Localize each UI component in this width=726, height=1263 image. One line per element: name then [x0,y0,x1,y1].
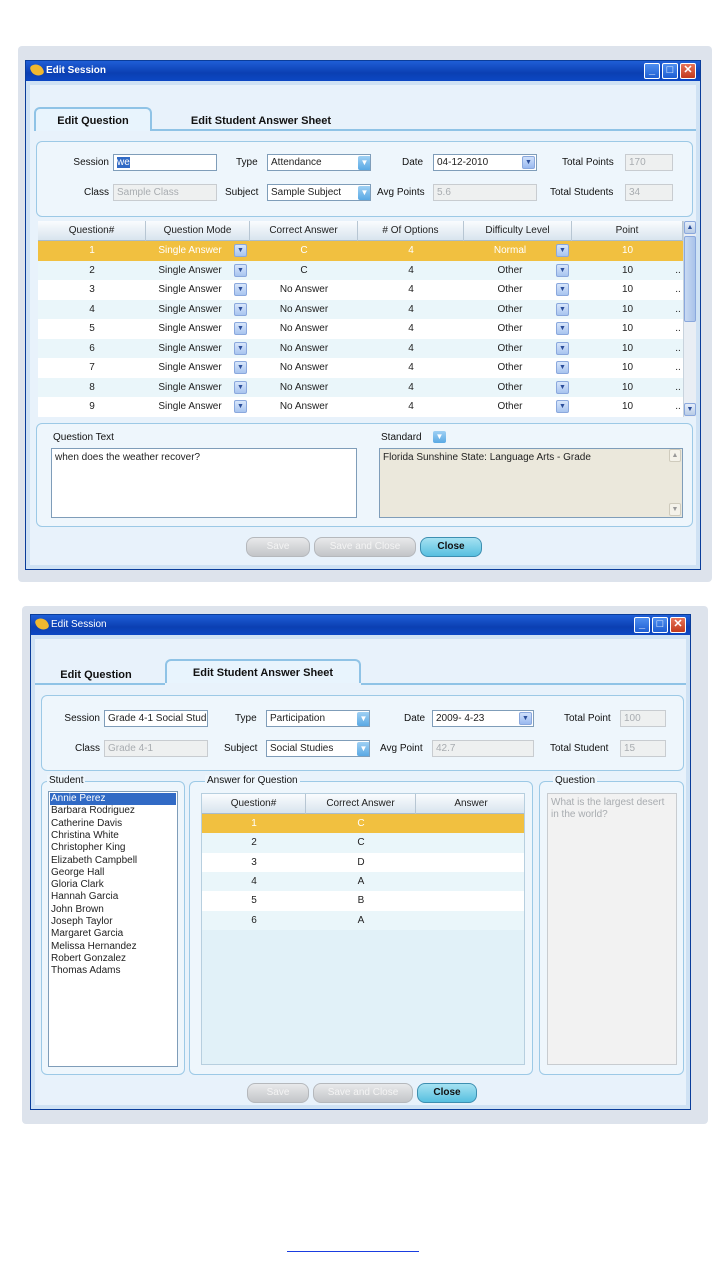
table-row[interactable] [202,814,525,834]
type-label: Type [236,157,258,168]
table-cell-level[interactable]: Other [497,362,523,373]
table-cell-mode[interactable]: Single Answer [158,401,222,412]
question-text-label: Question Text [53,432,114,443]
answer-for-question-label: Answer for Question [207,775,298,786]
table-row[interactable] [38,241,683,261]
question-text-area[interactable]: when does the weather recover? [51,448,357,518]
list-item[interactable]: Joseph Taylor [51,916,113,927]
maximize-icon[interactable]: □ [652,617,668,633]
list-item[interactable]: Robert Gonzalez [51,952,127,964]
table-cell-q: 5 [89,323,95,334]
table-cell-q: 4 [251,875,257,887]
chevron-down-icon[interactable]: ▼ [556,381,569,394]
table-cell-mode[interactable]: Single Answer [158,245,222,256]
list-item[interactable]: Margaret Garcia [51,928,124,940]
table-cell-point: 10 [621,303,634,315]
list-item[interactable]: Christopher King [51,842,126,854]
scroll-down-icon[interactable]: ▼ [669,503,681,516]
table-cell-mode[interactable]: Single Answer [158,323,222,334]
chevron-down-icon[interactable]: ▼ [556,283,569,296]
table-row[interactable] [38,319,683,339]
save-and-close-button[interactable]: Save and Close [313,1083,413,1103]
title-bar [31,615,690,635]
table-row[interactable] [202,872,525,892]
class-field: Grade 4-1 [104,740,208,757]
column-header[interactable]: Question# [202,794,306,814]
total-students-field: 34 [625,184,673,201]
table-cell-level[interactable]: Other [497,284,523,295]
student-label: Student [49,775,84,786]
table-cell-mode[interactable]: Single Answer [158,264,222,276]
table-cell-q: 6 [251,914,257,926]
date-picker[interactable]: 04-12-2010 ▼ [433,154,537,171]
date-label: Date [404,713,426,724]
close-icon[interactable]: ✕ [680,63,696,79]
tab-edit-student-answer-sheet[interactable]: Edit Student Answer Sheet [165,659,361,683]
session-form-panel [36,141,693,217]
dropdown-arrow-icon: ▼ [357,742,370,756]
list-item[interactable]: John Brown [51,903,104,915]
close-button[interactable]: Close [420,537,482,557]
table-cell-mode[interactable]: Single Answer [158,342,222,354]
chevron-down-icon[interactable]: ▼ [556,303,569,316]
table-cell-q: 8 [89,381,95,393]
list-item[interactable]: Barbara Rodriguez [51,805,135,817]
table-cell-q: 9 [89,401,95,412]
table-cell-level[interactable]: Other [497,323,523,334]
table-row[interactable] [38,280,683,300]
edit-session-window-answer-sheet [30,614,691,1110]
table-cell-q: 3 [251,856,257,868]
table-cell-correct: A [357,914,365,926]
tab-edit-question[interactable]: Edit Question [60,669,132,681]
table-cell-correct: D [357,856,365,868]
avg-points-label: Avg Points [377,187,425,198]
chevron-down-icon[interactable]: ▼ [234,361,247,374]
table-cell-options: 4 [408,245,414,256]
table-row[interactable] [202,911,525,931]
column-header[interactable]: Correct Answer [306,794,416,814]
table-cell-correct: No Answer [279,401,329,412]
list-item[interactable]: Annie Perez [50,793,176,805]
table-cell-level[interactable]: Other [497,401,523,412]
table-cell-q: 2 [251,837,257,849]
type-select[interactable]: Participation ▼ [266,710,370,727]
grid-header [202,794,525,814]
table-cell-correct: No Answer [279,284,329,295]
window-body [30,85,696,565]
tab-edit-student-answer-sheet[interactable]: Edit Student Answer Sheet [190,115,332,127]
table-row[interactable] [38,358,683,378]
table-row[interactable] [38,378,683,398]
standard-dropdown-icon[interactable]: ▼ [433,431,446,443]
table-row[interactable] [38,261,683,281]
table-cell-point: 10 [621,245,634,256]
session-form-panel [41,695,684,771]
grid-header [38,221,683,241]
table-cell-options: 4 [408,401,414,412]
table-cell-correct: C [300,264,308,276]
table-cell-options: 4 [408,381,414,393]
subject-label: Subject [224,743,258,754]
ellipsis-icon[interactable]: .. [675,264,681,276]
questions-grid [38,221,696,417]
student-list[interactable] [48,791,178,1067]
column-header[interactable]: Point [572,221,683,241]
chevron-down-icon[interactable]: ▼ [234,264,247,277]
answer-grid [201,793,525,1065]
table-cell-q: 6 [89,342,95,354]
dropdown-arrow-icon: ▼ [358,186,371,200]
table-cell-options: 4 [408,264,414,276]
table-cell-point: 10 [621,284,634,295]
table-cell-q: 1 [89,245,95,256]
table-cell-level[interactable]: Normal [493,245,527,256]
title-bar [26,61,700,81]
type-select[interactable]: Attendance ▼ [267,154,371,171]
list-item[interactable]: Gloria Clark [51,879,104,891]
table-cell-correct: No Answer [279,323,329,334]
chevron-down-icon[interactable]: ▼ [234,283,247,296]
chevron-down-icon[interactable]: ▼ [556,322,569,335]
column-header[interactable]: Difficulty Level [464,221,572,241]
maximize-icon[interactable]: □ [662,63,678,79]
class-label: Class [74,743,100,754]
window-body [35,639,686,1105]
list-item[interactable]: Hannah Garcia [51,891,119,903]
edit-session-window-question [25,60,701,570]
table-cell-options: 4 [408,303,414,315]
list-item[interactable]: George Hall [51,866,105,878]
table-cell-mode[interactable]: Single Answer [158,284,222,295]
ellipsis-icon[interactable]: .. [675,401,681,412]
chevron-down-icon[interactable]: ▼ [556,342,569,355]
subject-label: Subject [225,187,259,198]
tab-divider [35,683,165,685]
list-item[interactable]: Catherine Davis [51,817,123,829]
column-header[interactable]: Answer [454,798,488,809]
subject-select[interactable]: Sample Subject ▼ [267,184,371,201]
window-title: Edit Session [51,619,107,630]
chevron-down-icon: ▼ [519,712,532,725]
scroll-up-icon[interactable]: ▲ [684,221,696,234]
table-cell-point: 10 [621,381,634,393]
tab-divider [152,129,696,131]
chevron-down-icon[interactable]: ▼ [234,322,247,335]
avg-point-field: 42.7 [432,740,534,757]
table-cell-point: 10 [621,342,634,354]
grid-scrollbar[interactable] [683,221,696,417]
total-point-label: Total Point [564,713,611,724]
total-points-field: 170 [625,154,673,171]
chevron-down-icon[interactable]: ▼ [234,400,247,413]
chevron-down-icon[interactable]: ▼ [234,303,247,316]
table-cell-level[interactable]: Other [497,381,523,393]
table-cell-mode[interactable]: Single Answer [158,381,222,393]
avg-point-label: Avg Point [380,743,423,754]
table-cell-options: 4 [408,284,414,295]
session-label: Session [73,157,109,168]
list-item[interactable]: Christina White [51,829,119,841]
ellipsis-icon[interactable]: .. [675,381,681,393]
ellipsis-icon[interactable]: .. [675,284,681,295]
table-cell-options: 4 [408,362,414,373]
avg-points-field: 5.6 [433,184,537,201]
type-label: Type [235,713,257,724]
chevron-down-icon[interactable]: ▼ [234,342,247,355]
ellipsis-icon[interactable]: .. [675,303,681,315]
table-cell-q: 2 [89,264,95,276]
window-title: Edit Session [46,65,107,76]
dropdown-arrow-icon: ▼ [357,712,370,726]
list-item[interactable]: Melissa Hernandez [51,940,137,952]
table-cell-correct: A [357,875,365,887]
session-label: Session [64,713,100,724]
table-cell-correct: B [357,895,365,907]
close-icon[interactable]: ✕ [670,617,686,633]
table-cell-correct: C [357,818,365,829]
table-cell-correct: No Answer [279,381,329,393]
app-logo-icon [29,62,44,77]
footer-link-underline[interactable] [287,1251,419,1252]
minimize-icon[interactable]: _ [634,617,650,633]
table-cell-correct: C [300,245,308,256]
table-row[interactable] [202,853,525,873]
subject-select[interactable]: Social Studies ▼ [266,740,370,757]
total-student-label: Total Student [550,743,609,754]
standard-scrollbar[interactable] [669,449,682,517]
date-label: Date [402,157,424,168]
question-detail-panel [36,423,693,527]
scroll-thumb[interactable] [684,236,696,322]
table-row[interactable] [202,833,525,853]
table-cell-options: 4 [408,342,414,354]
table-cell-q: 4 [89,303,95,315]
table-cell-point: 10 [621,264,634,276]
table-row[interactable] [202,891,525,911]
table-cell-level[interactable]: Other [497,303,523,315]
table-cell-q: 7 [89,362,95,373]
ellipsis-icon[interactable]: .. [675,342,681,354]
question-field: What is the largest desert in the world? [547,793,677,1065]
column-header[interactable]: Question# [38,221,146,241]
save-button[interactable]: Save [247,1083,309,1103]
total-points-label: Total Points [562,157,614,168]
scroll-down-icon[interactable]: ▼ [684,403,696,416]
table-cell-point: 10 [621,362,634,373]
chevron-down-icon[interactable]: ▼ [234,244,247,257]
chevron-down-icon[interactable]: ▼ [556,264,569,277]
table-cell-mode[interactable]: Single Answer [158,362,222,373]
session-input[interactable]: Grade 4-1 Social Stud [104,710,208,727]
column-header[interactable]: Question Mode [146,221,250,241]
app-logo-icon [34,616,49,631]
table-cell-correct: C [357,837,365,849]
chevron-down-icon[interactable]: ▼ [234,381,247,394]
ellipsis-icon[interactable]: .. [675,362,681,373]
class-field: Sample Class [113,184,217,201]
close-button[interactable]: Close [417,1083,477,1103]
chevron-down-icon[interactable]: ▼ [556,361,569,374]
table-cell-point: 10 [621,323,634,334]
scroll-up-icon[interactable]: ▲ [669,449,681,462]
table-cell-level[interactable]: Other [497,342,523,354]
chevron-down-icon: ▼ [522,156,535,169]
save-and-close-button[interactable]: Save and Close [314,537,416,557]
list-item[interactable]: Elizabeth Campbell [51,854,138,866]
table-cell-mode[interactable]: Single Answer [158,303,222,315]
tab-edit-question[interactable]: Edit Question [34,107,152,131]
question-label: Question [555,775,596,786]
total-students-label: Total Students [550,187,614,198]
total-point-field: 100 [620,710,666,727]
table-cell-q: 5 [251,895,257,907]
class-label: Class [83,187,109,198]
table-row[interactable] [38,300,683,320]
table-cell-q: 1 [251,818,257,829]
table-row[interactable] [38,339,683,359]
minimize-icon[interactable]: _ [644,63,660,79]
table-cell-q: 3 [89,284,95,295]
table-cell-options: 4 [408,323,414,334]
dropdown-arrow-icon: ▼ [358,156,371,170]
table-cell-correct: No Answer [279,362,329,373]
table-cell-point: 10 [621,401,634,412]
table-cell-level[interactable]: Other [497,264,523,276]
standard-field: Florida Sunshine State: Language Arts - Grade [379,448,683,518]
save-button[interactable]: Save [246,537,310,557]
table-cell-correct: No Answer [279,303,329,315]
session-input[interactable]: we [113,154,217,171]
tab-divider [361,683,686,685]
standard-label: Standard [381,432,422,443]
ellipsis-icon[interactable]: .. [675,323,681,334]
column-header[interactable]: # Of Options [358,221,464,241]
table-row[interactable] [38,397,683,417]
column-header[interactable]: Correct Answer [250,221,358,241]
list-item[interactable]: Thomas Adams [51,965,121,977]
chevron-down-icon[interactable]: ▼ [556,244,569,257]
table-cell-correct: No Answer [279,342,329,354]
total-student-field: 15 [620,740,666,757]
date-picker[interactable]: 2009- 4-23 ▼ [432,710,534,727]
chevron-down-icon[interactable]: ▼ [556,400,569,413]
